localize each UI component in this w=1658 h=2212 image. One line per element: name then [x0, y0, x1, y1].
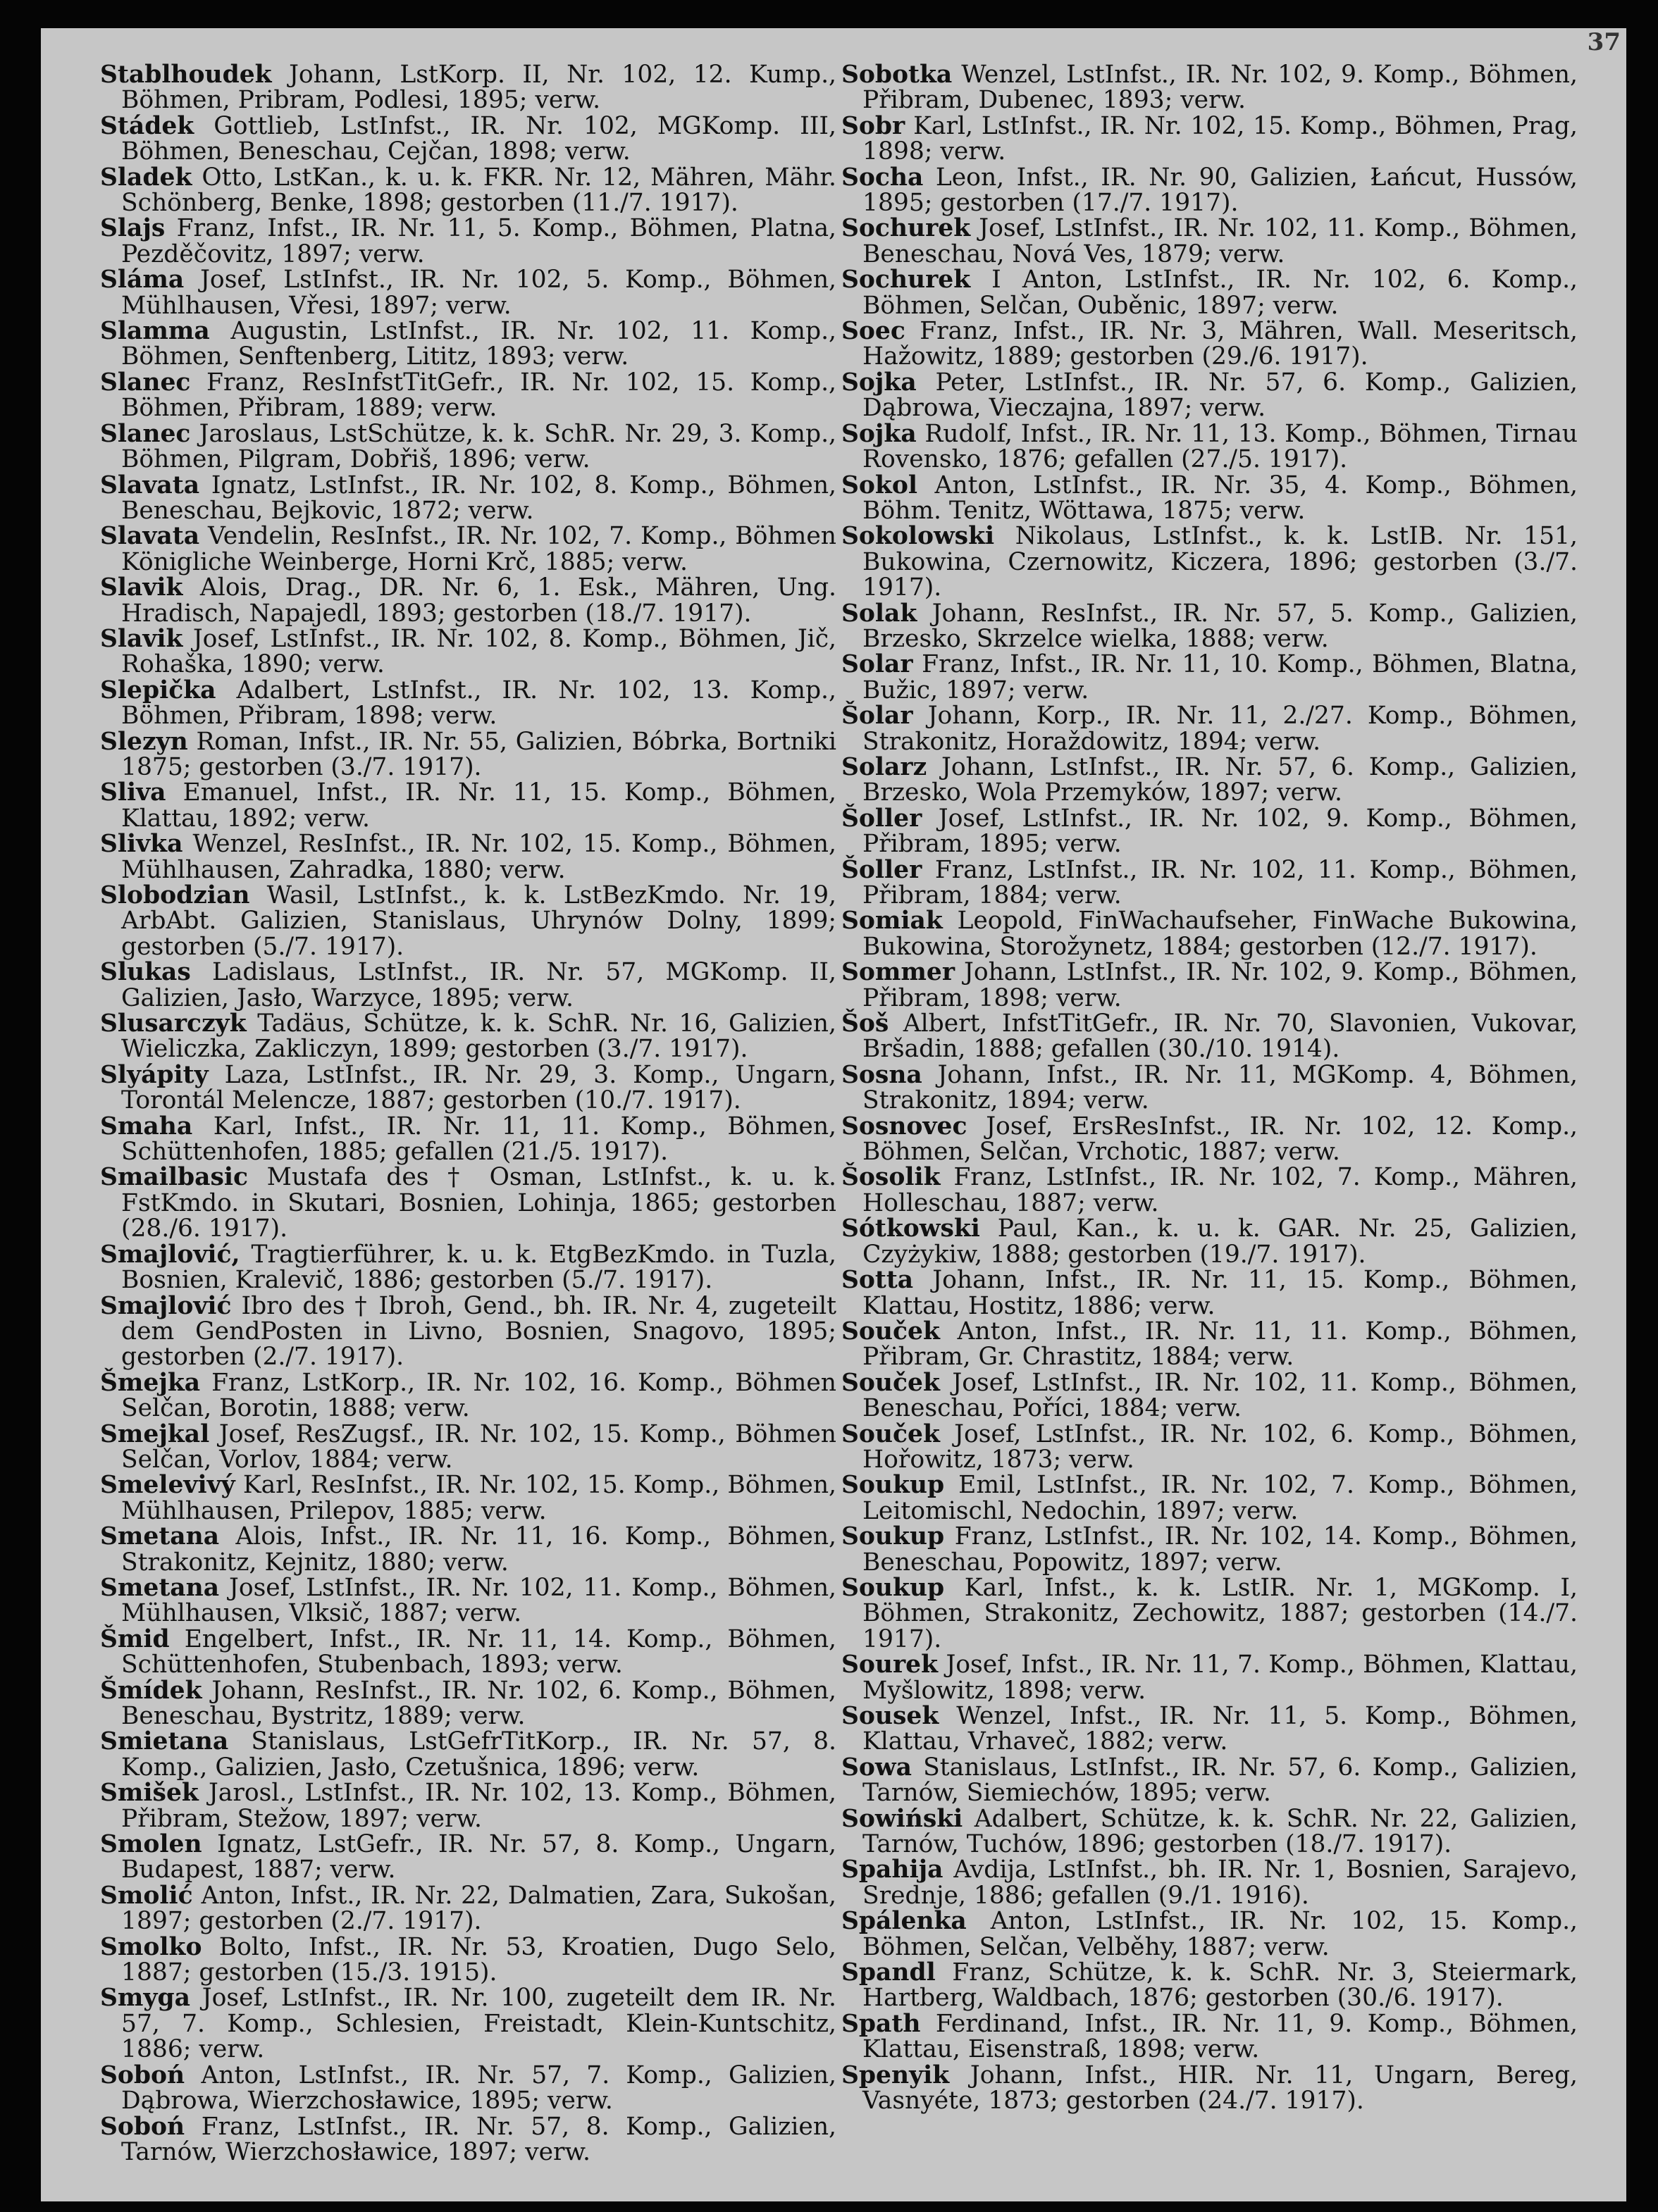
register-entry: [100, 1883, 836, 1934]
register-entry: [841, 652, 1578, 703]
entry-surname: Šoller: [841, 804, 922, 833]
entry-surname: Spahija: [841, 1856, 944, 1884]
register-entry: [841, 165, 1578, 216]
entry-surname: Slobodzian: [100, 881, 250, 909]
register-entry: [841, 1755, 1578, 1806]
register-entry: [100, 1934, 836, 1986]
entry-details: Tragtierführer, k. u. k. EtgBezKmdo. in Tuzla, Bosnien, Kralevič, 1886; gestorben (5./7. 1917).: [121, 1240, 836, 1295]
entry-surname: Smetana: [100, 1522, 220, 1551]
entry-details: Anton, Infst., IR. Nr. 22, Dalmatien, Zara, Sukošan, 1897; gestorben (2./7. 1917).: [121, 1881, 836, 1936]
entry-details: Johann, LstInfst., IR. Nr. 102, 9. Komp., Böhmen, Přibram, 1898; verw.: [862, 958, 1578, 1012]
register-entry: [100, 1780, 836, 1832]
entry-details: Alois, Infst., IR. Nr. 11, 16. Komp., Böhmen, Strakonitz, Kejnitz, 1880; verw.: [121, 1522, 837, 1577]
entry-surname: Sotta: [841, 1266, 914, 1295]
entry-surname: Slavik: [100, 624, 183, 653]
entry-surname: Šmídek: [100, 1676, 202, 1705]
entry-surname: Soukup: [841, 1522, 945, 1551]
entry-surname: Soukup: [841, 1471, 945, 1500]
register-entry: [841, 1267, 1578, 1319]
entry-details: Roman, Infst., IR. Nr. 55, Galizien, Bóbrka, Bortniki 1875; gestorben (3./7. 1917).: [121, 727, 836, 781]
entry-surname: Slyápity: [100, 1060, 209, 1089]
register-entry: [100, 1575, 836, 1627]
entry-details: Gottlieb, LstInfst., IR. Nr. 102, MGKomp. III, Böhmen, Beneschau, Cejčan, 1898; verw.: [121, 111, 837, 166]
entry-details: Emanuel, Infst., IR. Nr. 11, 15. Komp., Böhmen, Klattau, 1892; verw.: [121, 778, 836, 833]
entry-details: Ladislaus, LstInfst., IR. Nr. 57, MGKomp. II, Galizien, Jasło, Warzyce, 1895; verw.: [121, 958, 837, 1012]
register-entry: [100, 1370, 836, 1422]
right-column: [841, 62, 1578, 2114]
entry-details: Ignatz, LstGefr., IR. Nr. 57, 8. Komp., Ungarn, Budapest, 1887; verw.: [121, 1830, 836, 1884]
entry-details: Peter, LstInfst., IR. Nr. 57, 6. Komp., Galizien, Dąbrowa, Vieczajna, 1897; verw.: [862, 368, 1578, 423]
entry-surname: Sosnovec: [841, 1112, 967, 1141]
entry-surname: Sobotka: [841, 61, 953, 89]
entry-surname: Spath: [841, 2009, 921, 2038]
entry-surname: Smajlović: [100, 1291, 232, 1320]
entry-details: Johann, ResInfst., IR. Nr. 57, 5. Komp., Galizien, Brzesko, Skrzelce wielka, 1888; verw.: [862, 599, 1578, 653]
entry-surname: Socha: [841, 163, 924, 192]
entry-surname: Somiak: [841, 907, 943, 936]
register-entry: [841, 370, 1578, 421]
entry-surname: Šosolik: [841, 1163, 941, 1192]
entry-surname: Smolen: [100, 1830, 202, 1859]
register-entry: [841, 959, 1578, 1011]
register-entry: [100, 318, 836, 370]
entry-surname: Slamma: [100, 317, 210, 346]
entry-surname: Šmejka: [100, 1368, 201, 1397]
register-entry: [841, 1062, 1578, 1114]
entry-details: Franz, LstInfst., IR. Nr. 102, 11. Komp., Böhmen, Přibram, 1884; verw.: [862, 855, 1578, 909]
left-column: [100, 62, 836, 2165]
register-entry: [100, 1011, 836, 1062]
register-entry: [100, 1985, 836, 2062]
entry-details: Karl, Infst., k. k. LstIR. Nr. 1, MGKomp. I, Böhmen, Strakonitz, Zechowitz, 1887; gestorben (14./7. 1917).: [862, 1573, 1578, 1653]
entry-details: Anton, LstInfst., IR. Nr. 102, 15. Komp., Böhmen, Selčan, Velběhy, 1887; verw.: [862, 1907, 1578, 1961]
entry-details: Ibro des † Ibroh, Gend., bh. IR. Nr. 4, zugeteilt dem GendPosten in Livno, Bosnien, Snagovo, 1895; gestorben (2./7. 1917).: [121, 1291, 837, 1372]
entry-surname: Spálenka: [841, 1907, 967, 1936]
entry-details: Franz, LstInfst., IR. Nr. 57, 8. Komp., Galizien, Tarnów, Wierzchosławice, 1897; verw.: [121, 2112, 837, 2166]
register-entry: [100, 2063, 836, 2114]
entry-details: Josef, Infst., IR. Nr. 11, 7. Komp., Böhmen, Klattau, Myšlowitz, 1898; verw.: [862, 1651, 1578, 1705]
entry-details: Wenzel, LstInfst., IR. Nr. 102, 9. Komp., Böhmen, Přibram, Dubenec, 1893; verw.: [862, 61, 1578, 115]
register-entry: [100, 1678, 836, 1729]
register-entry: [841, 754, 1578, 806]
entry-surname: Sladek: [100, 163, 192, 192]
entry-details: Leon, Infst., IR. Nr. 90, Galizien, Łańcut, Hussów, 1895; gestorben (17./7. 1917).: [862, 163, 1578, 218]
register-entry: [841, 1114, 1578, 1165]
entry-surname: Smaha: [100, 1112, 193, 1141]
entry-surname: Slavata: [100, 471, 200, 499]
entry-details: Josef, LstInfst., IR. Nr. 102, 11. Komp., Böhmen, Mühlhausen, Vlksič, 1887; verw.: [121, 1573, 836, 1628]
entry-surname: Slukas: [100, 958, 191, 987]
entry-surname: Smejkal: [100, 1419, 210, 1448]
entry-details: Josef, ResZugsf., IR. Nr. 102, 15. Komp., Böhmen Selčan, Vorlov, 1884; verw.: [121, 1419, 836, 1474]
entry-surname: Sourek: [841, 1651, 939, 1679]
entry-details: Augustin, LstInfst., IR. Nr. 102, 11. Komp., Böhmen, Senftenberg, Lititz, 1893; verw.: [121, 317, 837, 371]
entry-surname: Sommer: [841, 958, 955, 987]
entry-details: Josef, LstInfst., IR. Nr. 102, 6. Komp., Böhmen, Hořowitz, 1873; verw.: [862, 1419, 1578, 1474]
entry-details: Franz, Infst., IR. Nr. 11, 5. Komp., Böhmen, Platna, Pezděčovitz, 1897; verw.: [121, 214, 837, 268]
register-entry: [100, 1624, 836, 1679]
register-entry: [841, 523, 1578, 600]
entry-details: Karl, Infst., IR. Nr. 11, 11. Komp., Böhmen, Schüttenhofen, 1885; gefallen (21./5. 1917).: [121, 1112, 837, 1167]
entry-details: Engelbert, Infst., IR. Nr. 11, 14. Komp., Böhmen, Schüttenhofen, Stubenbach, 1893; verw.: [121, 1624, 836, 1679]
register-entry: [100, 1062, 836, 1114]
register-entry: [841, 113, 1578, 165]
entry-details: Mustafa des † Osman, LstInfst., k. u. k. FstKmdo. in Skutari, Bosnien, Lohinja, 1865; gestorben (28./6. 1917).: [121, 1163, 837, 1243]
entry-details: Jarosl., LstInfst., IR. Nr. 102, 13. Komp., Böhmen, Přibram, Stežow, 1897; verw.: [121, 1779, 836, 1833]
entry-surname: Smailbasic: [100, 1163, 248, 1192]
register-entry: [100, 1164, 836, 1241]
entry-surname: Slezyn: [100, 727, 188, 756]
entry-surname: Sousek: [841, 1702, 939, 1730]
entry-surname: Solar: [841, 650, 913, 679]
register-entry: [841, 1370, 1578, 1422]
entry-details: Franz, LstKorp., IR. Nr. 102, 16. Komp., Böhmen Selčan, Borotin, 1888; verw.: [121, 1368, 836, 1423]
register-entry: [841, 703, 1578, 754]
entry-surname: Smolić: [100, 1881, 193, 1910]
entry-details: Anton, LstInfst., IR. Nr. 57, 7. Komp., Galizien, Dąbrowa, Wierzchosławice, 1895; verw.: [121, 2061, 836, 2115]
register-entry: [841, 806, 1578, 857]
entry-details: Otto, LstKan., k. u. k. FKR. Nr. 12, Mähren, Mähr. Schönberg, Benke, 1898; gestorben (11./7. 1917).: [121, 163, 836, 218]
entry-details: Karl, LstInfst., IR. Nr. 102, 15. Komp., Böhmen, Prag, 1898; verw.: [862, 111, 1578, 166]
entry-details: Alois, Drag., DR. Nr. 6, 1. Esk., Mähren, Ung. Hradisch, Napajedl, 1893; gestorben (18./7. 1917).: [121, 573, 836, 628]
register-entry: [100, 626, 836, 678]
entry-details: Stanislaus, LstInfst., IR. Nr. 57, 6. Komp., Galizien, Tarnów, Siemiechów, 1895; verw.: [862, 1753, 1578, 1808]
register-entry: [100, 883, 836, 959]
register-entry: [100, 959, 836, 1011]
entry-details: Nikolaus, LstInfst., k. k. LstIB. Nr. 151, Bukowina, Czernowitz, Kiczera, 1896; gestorben (3./7. 1917).: [862, 522, 1578, 602]
register-entry: [841, 2063, 1578, 2114]
entry-details: Stanislaus, LstGefrTitKorp., IR. Nr. 57, 8. Komp., Galizien, Jasło, Czetušnica, 1896; verw.: [121, 1727, 836, 1782]
entry-details: Johann, Infst., IR. Nr. 11, MGKomp. 4, Böhmen, Strakonitz, 1894; verw.: [862, 1060, 1578, 1115]
entry-surname: Sosna: [841, 1060, 922, 1089]
entry-surname: Sótkowski: [841, 1214, 980, 1243]
register-entry: [100, 780, 836, 831]
entry-details: Paul, Kan., k. u. k. GAR. Nr. 25, Galizien, Czyżykiw, 1888; gestorben (19./7. 1917).: [862, 1214, 1578, 1269]
entry-surname: Slusarczyk: [100, 1009, 247, 1038]
entry-details: Ferdinand, Infst., IR. Nr. 11, 9. Komp., Böhmen, Klattau, Eisenstraß, 1898; verw.: [862, 2009, 1578, 2064]
entry-surname: Smolko: [100, 1932, 202, 1961]
entry-details: Josef, LstInfst., IR. Nr. 102, 11. Komp., Böhmen, Beneschau, Nová Ves, 1879; verw.: [862, 214, 1578, 268]
register-entry: [841, 1960, 1578, 2011]
entry-surname: Slavik: [100, 573, 183, 602]
entry-details: Emil, LstInfst., IR. Nr. 102, 7. Komp., Böhmen, Leitomischl, Nedochin, 1897; verw.: [862, 1471, 1578, 1525]
register-entry: [100, 62, 836, 113]
entry-details: Josef, LstInfst., IR. Nr. 100, zugeteilt dem IR. Nr. 57, 7. Komp., Schlesien, Freistadt, Klein-Kuntschitz, 1886; verw.: [121, 1984, 837, 2064]
register-entry: [841, 62, 1578, 113]
entry-details: Rudolf, Infst., IR. Nr. 11, 13. Komp., Böhmen, Tirnau Rovensko, 1876; gefallen (27./5. 1917).: [862, 419, 1578, 474]
entry-details: Johann, Infst., HIR. Nr. 11, Ungarn, Bereg, Vasnyéte, 1873; gestorben (24./7. 1917).: [862, 2061, 1578, 2115]
entry-surname: Sláma: [100, 266, 185, 294]
entry-surname: Sowa: [841, 1753, 912, 1782]
entry-details: Leopold, FinWachaufseher, FinWache Bukowina, Bukowina, Storožynetz, 1884; gestorben (12./7. 1917).: [862, 907, 1578, 961]
entry-details: Franz, ResInfstTitGefr., IR. Nr. 102, 15. Komp., Böhmen, Přibram, 1889; verw.: [121, 368, 837, 423]
entry-surname: Sokolowski: [841, 522, 995, 551]
entry-surname: Slanec: [100, 419, 191, 448]
register-entry: [841, 908, 1578, 959]
entry-surname: Sowiński: [841, 1804, 963, 1833]
entry-details: I Anton, LstInfst., IR. Nr. 102, 6. Komp., Böhmen, Selčan, Ouběnic, 1897; verw.: [862, 266, 1578, 320]
entry-surname: Slavata: [100, 522, 200, 551]
register-entry: [100, 165, 836, 216]
entry-surname: Sliva: [100, 778, 166, 807]
entry-details: Johann, ResInfst., IR. Nr. 102, 6. Komp., Böhmen, Beneschau, Bystritz, 1889; verw.: [121, 1676, 837, 1730]
entry-details: Josef, LstInfst., IR. Nr. 102, 8. Komp., Böhmen, Jič, Rohaška, 1890; verw.: [121, 624, 837, 679]
register-entry: [100, 523, 836, 575]
entry-surname: Spenyik: [841, 2061, 950, 2089]
entry-surname: Smajlović,: [100, 1240, 240, 1269]
entry-details: Johann, Korp., IR. Nr. 11, 2./27. Komp., Böhmen, Strakonitz, Horaždowitz, 1894; verw.: [862, 702, 1578, 756]
register-entry: [841, 1806, 1578, 1858]
entry-details: Franz, Schütze, k. k. SchR. Nr. 3, Steiermark, Hartberg, Waldbach, 1876; gestorben (30./6. 1917).: [862, 1958, 1578, 2013]
entry-details: Tadäus, Schütze, k. k. SchR. Nr. 16, Galizien, Wieliczka, Zakliczyn, 1899; gestorben (3./7. 1917).: [121, 1009, 836, 1064]
entry-details: Wasil, LstInfst., k. k. LstBezKmdo. Nr. 19, ArbAbt. Galizien, Stanislaus, Uhrynów Dolny, 1899; gestorben (5./7. 1917).: [121, 881, 837, 961]
register-entry: [841, 267, 1578, 318]
register-entry: [841, 1524, 1578, 1575]
register-entry: [100, 2114, 836, 2166]
register-entry: [841, 1857, 1578, 1908]
entry-surname: Solarz: [841, 752, 927, 781]
entry-details: Avdija, LstInfst., bh. IR. Nr. 1, Bosnien, Sarajevo, Srednje, 1886; gefallen (9./1. 1916).: [862, 1856, 1578, 1910]
entry-details: Johann, Infst., IR. Nr. 11, 15. Komp., Böhmen, Klattau, Hostitz, 1886; verw.: [862, 1266, 1578, 1320]
register-entry: [841, 1216, 1578, 1267]
register-entry: [100, 370, 836, 421]
register-entry: [841, 1419, 1578, 1474]
entry-details: Josef, ErsResInfst., IR. Nr. 102, 12. Komp., Böhmen, Selčan, Vrchotic, 1887; verw.: [862, 1112, 1578, 1167]
entry-details: Franz, LstInfst., IR. Nr. 102, 14. Komp., Böhmen, Beneschau, Popowitz, 1897; verw.: [862, 1522, 1578, 1577]
register-entry: [100, 421, 836, 473]
register-entry: [841, 1652, 1578, 1703]
entry-surname: Slajs: [100, 214, 166, 243]
entry-details: Jaroslaus, LstSchütze, k. k. SchR. Nr. 29, 3. Komp., Böhmen, Pilgram, Dobřiš, 1896; verw.: [121, 419, 837, 474]
entry-details: Laza, LstInfst., IR. Nr. 29, 3. Komp., Ungarn, Torontál Melencze, 1887; gestorben (10./7. 1917).: [121, 1060, 836, 1115]
entry-surname: Sojka: [841, 419, 917, 448]
register-entry: [841, 1908, 1578, 1960]
entry-surname: Šoller: [841, 855, 922, 884]
register-entry: [100, 1524, 836, 1575]
entry-details: Franz, LstInfst., IR. Nr. 102, 7. Komp., Mähren, Holleschau, 1887; verw.: [862, 1163, 1578, 1217]
entry-surname: Sokol: [841, 471, 917, 499]
entry-details: Adalbert, LstInfst., IR. Nr. 102, 13. Komp., Böhmen, Přibram, 1898; verw.: [121, 676, 836, 731]
register-entry: [841, 421, 1578, 473]
entry-surname: Smietana: [100, 1727, 229, 1756]
register-entry: [841, 2011, 1578, 2063]
entry-surname: Solak: [841, 599, 917, 628]
entry-surname: Souček: [841, 1368, 940, 1397]
entry-surname: Souček: [841, 1317, 940, 1346]
entry-details: Franz, Infst., IR. Nr. 11, 10. Komp., Böhmen, Blatna, Bužic, 1897; verw.: [862, 650, 1578, 704]
register-entry: [841, 857, 1578, 909]
entry-details: Josef, LstInfst., IR. Nr. 102, 11. Komp., Böhmen, Beneschau, Poříci, 1884; verw.: [862, 1368, 1578, 1423]
entry-surname: Soukup: [841, 1573, 945, 1602]
register-entry: [100, 1114, 836, 1165]
entry-surname: Spandl: [841, 1958, 936, 1987]
register-page: [41, 28, 1626, 2201]
entry-surname: Smišek: [100, 1779, 199, 1808]
register-entry: [841, 216, 1578, 267]
entry-details: Johann, LstInfst., IR. Nr. 57, 6. Komp., Galizien, Brzesko, Wola Przemyków, 1897; verw.: [862, 752, 1578, 807]
entry-details: Josef, LstInfst., IR. Nr. 102, 5. Komp., Böhmen, Mühlhausen, Vřesi, 1897; verw.: [121, 266, 837, 320]
entry-details: Bolto, Infst., IR. Nr. 53, Kroatien, Dugo Selo, 1887; gestorben (15./3. 1915).: [121, 1932, 836, 1987]
register-entry: [100, 473, 836, 524]
entry-surname: Soboń: [100, 2112, 185, 2141]
entry-surname: Sochurek: [841, 266, 971, 294]
register-entry: [841, 1575, 1578, 1652]
register-entry: [100, 1293, 836, 1370]
register-entry: [100, 113, 836, 165]
entry-surname: Šoš: [841, 1009, 889, 1038]
entry-surname: Stádek: [100, 111, 194, 140]
register-entry: [100, 267, 836, 318]
register-entry: [841, 1472, 1578, 1524]
entry-surname: Stablhoudek: [100, 61, 272, 89]
register-entry: [100, 216, 836, 267]
entry-surname: Slivka: [100, 830, 183, 859]
register-entry: [841, 601, 1578, 652]
entry-surname: Soboń: [100, 2061, 185, 2089]
register-entry: [100, 1832, 836, 1883]
entry-surname: Smelevivý: [100, 1471, 235, 1500]
entry-details: Anton, LstInfst., IR. Nr. 35, 4. Komp., Böhmen, Böhm. Tenitz, Wöttawa, 1875; verw.: [862, 471, 1578, 525]
register-entry: [100, 678, 836, 729]
entry-surname: Soec: [841, 317, 905, 346]
entry-surname: Smyga: [100, 1984, 190, 2013]
register-entry: [841, 1319, 1578, 1370]
register-entry: [100, 1419, 836, 1474]
entry-details: Adalbert, Schütze, k. k. SchR. Nr. 22, Galizien, Tarnów, Tuchów, 1896; gestorben (18./7. 1917).: [862, 1804, 1578, 1859]
entry-surname: Souček: [841, 1419, 940, 1448]
entry-details: Josef, LstInfst., IR. Nr. 102, 9. Komp., Böhmen, Přibram, 1895; verw.: [862, 804, 1578, 859]
entry-surname: Sochurek: [841, 214, 971, 243]
register-entry: [841, 318, 1578, 370]
entry-surname: Sobr: [841, 111, 905, 140]
page-number: 37: [1587, 28, 1621, 56]
register-entry: [100, 1729, 836, 1780]
entry-surname: Šolar: [841, 702, 913, 731]
entry-details: Vendelin, ResInfst., IR. Nr. 102, 7. Komp., Böhmen Königliche Weinberge, Horni Krč, 1885; verw.: [121, 522, 836, 576]
entry-surname: Šmid: [100, 1624, 170, 1653]
entry-surname: Sojka: [841, 368, 917, 397]
entry-details: Franz, Infst., IR. Nr. 3, Mähren, Wall. Meseritsch, Hažowitz, 1889; gestorben (29./6. 1917).: [862, 317, 1578, 371]
entry-details: Johann, LstKorp. II, Nr. 102, 12. Kump., Böhmen, Pribram, Podlesi, 1895; verw.: [121, 61, 836, 115]
entry-surname: Slanec: [100, 368, 191, 397]
entry-details: Ignatz, LstInfst., IR. Nr. 102, 8. Komp., Böhmen, Beneschau, Bejkovic, 1872; verw.: [121, 471, 837, 525]
entry-details: Wenzel, Infst., IR. Nr. 11, 5. Komp., Böhmen, Klattau, Vrhaveč, 1882; verw.: [862, 1702, 1578, 1756]
register-entry: [841, 1011, 1578, 1062]
entry-details: Wenzel, ResInfst., IR. Nr. 102, 15. Komp., Böhmen, Mühlhausen, Zahradka, 1880; verw.: [121, 830, 836, 884]
entry-details: Anton, Infst., IR. Nr. 11, 11. Komp., Böhmen, Přibram, Gr. Chrastitz, 1884; verw.: [862, 1317, 1578, 1372]
register-entry: [841, 1703, 1578, 1755]
register-entry: [100, 831, 836, 883]
entry-surname: Slepička: [100, 676, 216, 704]
register-entry: [100, 729, 836, 781]
register-entry: [841, 1164, 1578, 1216]
entry-details: Karl, ResInfst., IR. Nr. 102, 15. Komp., Böhmen, Mühlhausen, Prilepov, 1885; verw.: [121, 1471, 837, 1525]
register-entry: [100, 1242, 836, 1293]
register-entry: [100, 575, 836, 626]
entry-surname: Smetana: [100, 1573, 220, 1602]
entry-details: Albert, InfstTitGefr., IR. Nr. 70, Slavonien, Vukovar, Bršadin, 1888; gefallen (30./10. 1914).: [862, 1009, 1578, 1064]
register-entry: [841, 473, 1578, 524]
register-entry: [100, 1472, 836, 1524]
